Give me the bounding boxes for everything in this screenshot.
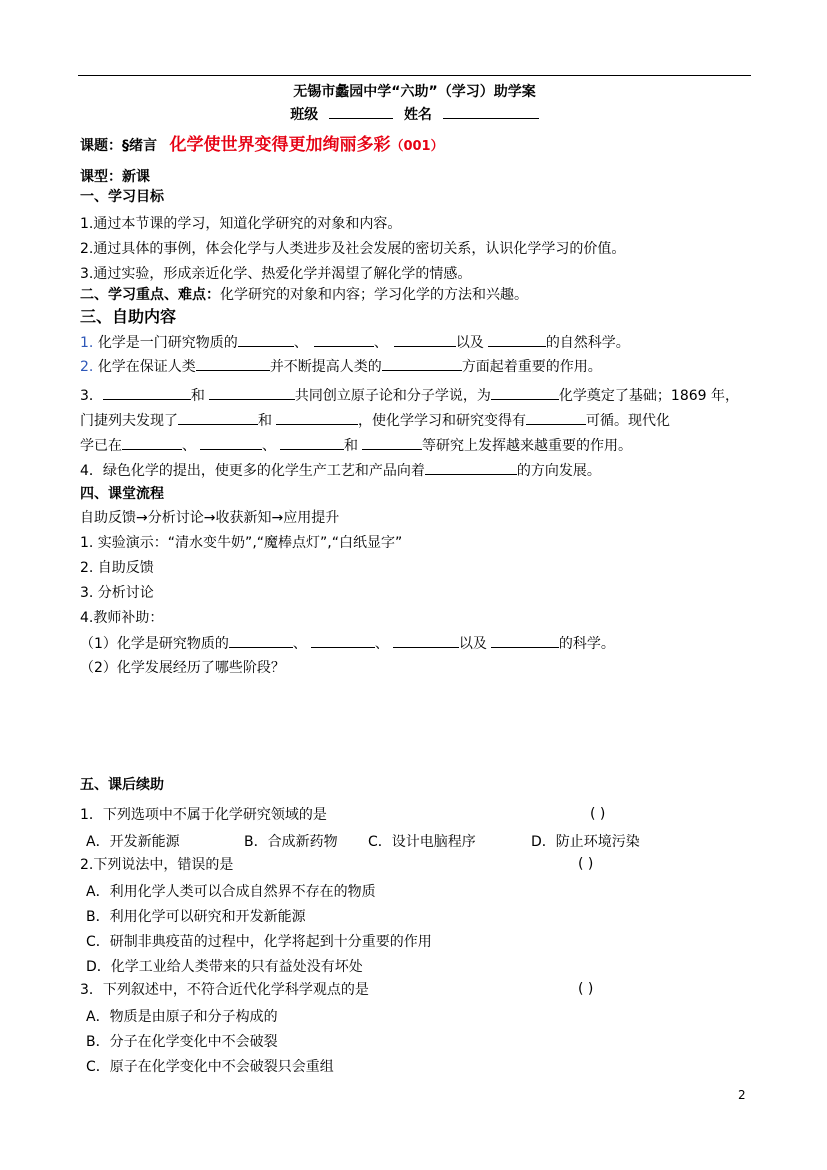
q2-option-b[interactable]: B．利用化学可以研究和开发新能源	[86, 909, 306, 925]
blank[interactable]	[122, 436, 182, 450]
self-q2-text: 并不断提高人类的	[269, 359, 382, 375]
q1-option-d[interactable]: D．防止环境污染	[531, 834, 640, 850]
section2-line	[80, 286, 528, 304]
q2-option-a[interactable]: A．利用化学人类可以合成自然界不存在的物质	[86, 884, 376, 900]
answer-paren-q2[interactable]: ( )	[578, 856, 594, 872]
q2-option-d[interactable]: D．化学工业给人类带来的只有益处没有坏处	[86, 959, 363, 975]
self-q1	[80, 333, 630, 352]
goal-item-3: 3.通过实验，形成亲近化学、热爱化学并渴望了解化学的情感。	[80, 266, 472, 282]
self-q4	[80, 461, 601, 480]
self-q1-text: 化学是一门研究物质的	[97, 335, 238, 351]
flow-item-3: 3. 分析讨论	[80, 585, 154, 601]
blank[interactable]	[314, 333, 374, 347]
blank[interactable]	[229, 634, 293, 648]
topic-label: 课题：§绪言	[80, 138, 157, 154]
section2-content: 化学研究的对象和内容；学习化学的方法和兴趣。	[220, 287, 528, 303]
self-q2-text: 方面起着重要的作用。	[461, 359, 602, 375]
teacher-sub-1-text: （1）化学是研究物质的	[80, 636, 229, 652]
header-rule	[78, 75, 751, 76]
blank[interactable]	[311, 634, 375, 648]
separator: 、	[293, 335, 308, 351]
self-q2-text: 化学在保证人类	[97, 359, 196, 375]
q2-option-c[interactable]: C．研制非典疫苗的过程中，化学将起到十分重要的作用	[86, 934, 432, 950]
goal-item-1: 1.通过本节课的学习，知道化学研究的对象和内容。	[80, 216, 402, 232]
blank[interactable]	[238, 333, 294, 347]
blank[interactable]	[425, 461, 517, 475]
self-q4-text: 的方向发展。	[516, 463, 601, 479]
answer-paren-q1[interactable]: ( )	[590, 806, 606, 822]
section3-heading: 三、自助内容	[80, 307, 177, 326]
blank[interactable]	[491, 386, 559, 400]
q1-option-a[interactable]: A．开发新能源	[86, 834, 180, 850]
q1-option-b[interactable]: B．合成新药物	[244, 834, 338, 850]
self-q2-number: 2.	[80, 359, 94, 375]
school-title: 无锡市蠡园中学“六助”（学习）助学案	[293, 84, 536, 100]
separator: 、	[373, 335, 388, 351]
lesson-type: 课型：新课	[80, 169, 150, 185]
self-q3-text: 和	[190, 388, 205, 404]
blank[interactable]	[280, 436, 344, 450]
self-q3-line2	[80, 411, 670, 430]
self-q3-text: 和	[344, 438, 358, 454]
self-q3-text: 可循。现代化	[586, 413, 670, 429]
self-q3-text: 学已在	[80, 438, 122, 454]
self-q3-text: 化学奠定了基础	[558, 388, 657, 404]
section2-heading: 二、学习重点、难点：	[80, 287, 220, 303]
self-q3-text: 和	[258, 413, 272, 429]
q3-option-a[interactable]: A．物质是由原子和分子构成的	[86, 1009, 278, 1025]
class-label: 班级	[290, 107, 319, 123]
separator: 、	[262, 438, 276, 454]
q3-option-c[interactable]: C．原子在化学变化中不会破裂只会重组	[86, 1059, 334, 1075]
blank[interactable]	[526, 411, 586, 425]
flow-item-2: 2. 自助反馈	[80, 560, 154, 576]
flow-item-1: 1. 实验演示：“清水变牛奶”,“魔棒点灯”,“白纸显字”	[80, 535, 403, 551]
exercise-q3: 3．下列叙述中，不符合近代化学科学观点的是	[80, 982, 369, 998]
self-q1-number: 1.	[80, 335, 94, 351]
separator: 、	[374, 636, 389, 652]
self-q3-text: 门捷列夫发现了	[80, 413, 178, 429]
blank[interactable]	[488, 333, 546, 347]
answer-paren-q3[interactable]: ( )	[578, 981, 594, 997]
topic-line	[80, 136, 444, 156]
self-q3-line1	[80, 386, 739, 405]
self-q3-text: ，使化学学习和研究变得有	[358, 413, 526, 429]
blank[interactable]	[382, 357, 462, 371]
blank[interactable]	[196, 357, 270, 371]
q1-option-c[interactable]: C．设计电脑程序	[368, 834, 476, 850]
teacher-sub-1	[80, 634, 615, 653]
blank[interactable]	[394, 333, 456, 347]
class-blank[interactable]	[329, 105, 393, 119]
teacher-sub-2: （2）化学发展经历了哪些阶段？	[80, 660, 285, 676]
goal-item-2: 2.通过具体的事例，体会化学与人类进步及社会发展的密切关系，认识化学学习的价值。	[80, 241, 626, 257]
section5-heading: 五、课后续助	[80, 777, 164, 793]
section1-heading: 一、学习目标	[80, 189, 164, 205]
flow-item-4: 4.教师补助：	[80, 610, 164, 626]
self-q3-text: ；1869 年，	[656, 388, 740, 404]
self-q1-text: 的自然科学。	[545, 335, 630, 351]
name-label: 姓名	[403, 107, 432, 123]
blank[interactable]	[362, 436, 422, 450]
teacher-sub-1-text: 以及	[458, 636, 487, 652]
blank[interactable]	[276, 411, 358, 425]
name-blank[interactable]	[443, 105, 539, 119]
self-q3-text: 等研究上发挥越来越重要的作用。	[422, 438, 632, 454]
class-flow: 自助反馈→分析讨论→收获新知→应用提升	[80, 510, 340, 526]
self-q1-text: 以及	[455, 335, 484, 351]
blank[interactable]	[200, 436, 262, 450]
exercise-q1: 1．下列选项中不属于化学研究领域的是	[80, 807, 327, 823]
topic-title: 化学使世界变得更加绚丽多彩	[169, 135, 391, 155]
blank[interactable]	[491, 634, 559, 648]
topic-code: （001）	[390, 139, 444, 154]
page-number: 2	[738, 1088, 746, 1102]
exercise-q2: 2.下列说法中，错误的是	[80, 857, 234, 873]
blank[interactable]	[209, 386, 295, 400]
blank[interactable]	[393, 634, 459, 648]
self-q3-text: 3．	[80, 388, 103, 404]
separator: 、	[292, 636, 307, 652]
section4-heading: 四、课堂流程	[80, 486, 164, 502]
self-q3-line3	[80, 436, 632, 455]
class-name-line	[78, 104, 751, 124]
blank[interactable]	[103, 386, 191, 400]
self-q3-text: 共同创立原子论和分子学说，为	[294, 388, 491, 404]
teacher-sub-1-text: 的科学。	[558, 636, 615, 652]
q3-option-b[interactable]: B．分子在化学变化中不会破裂	[86, 1034, 278, 1050]
blank[interactable]	[178, 411, 258, 425]
separator: 、	[182, 438, 196, 454]
self-q4-text: 4．绿色化学的提出，使更多的化学生产工艺和产品向着	[80, 463, 425, 479]
self-q2	[80, 357, 602, 376]
